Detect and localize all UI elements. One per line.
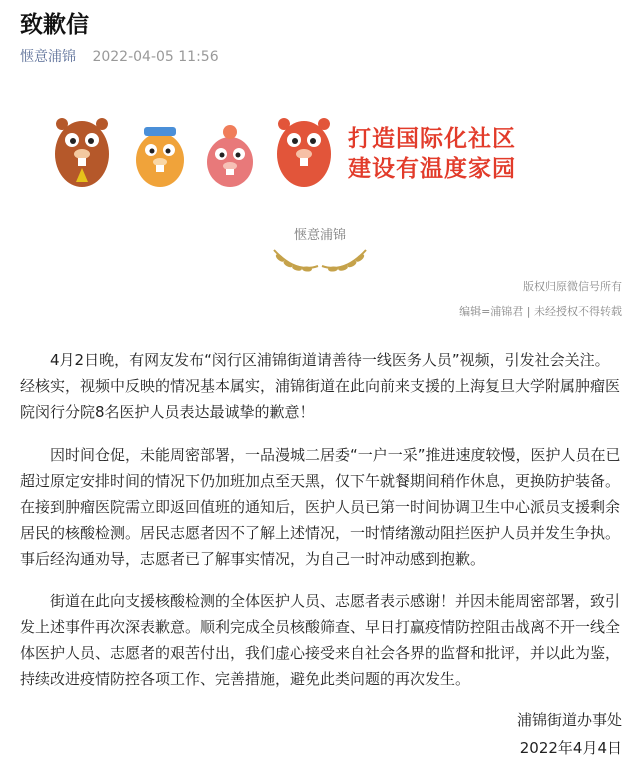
body-paragraph-2: 因时间仓促，未能周密部署，一品漫城二居委“一户一采”推进速度较慢，医护人员在已超过原定安排时间的情况下仍加班加点至天黑，仅下午就餐期间稍作休息，更换防护装备。在接到肿瘤医院需立即返回值班的通知后，医护人员已第一时间协调卫生中心派员支援剩余居民的核酸检测。居民志愿者因不了解上述情况，一时情绪激动阻拦医护人员并发生争执。事后经沟通劝导，志愿者已了解事实情况，为自己一时冲动感到抱歉。 [20,446,621,568]
beaver-mascot-4 [277,118,331,187]
publish-datetime: 2022-04-05 11:56 [92,49,219,65]
signing-date: 2022年4月4日 [519,739,622,757]
article-meta [20,46,219,66]
beaver-mascots-illustration [20,94,340,198]
article-title: 致歉信 [20,12,89,38]
article-banner [20,94,534,198]
body-paragraph-1: 4月2日晚，有网友发布“闵行区浦锦街道请善待一线医务人员”视频，引发社会关注。经核实，视频中反映的情况基本属实，浦锦街道在此向前来支援的上海复旦大学附属肿瘤医院闵行分院8名医护人员表达最诚挚的歉意！ [20,351,621,421]
account-name-link[interactable]: 惬意浦锦 [20,49,76,65]
copyright-notice: 版权归原微信号所有 [523,280,622,293]
banner-slogan-line1: 打造国际化社区 [348,126,516,152]
editor-notice: 编辑=浦锦君 | 未经授权不得转载 [459,305,622,318]
laurel-icon [266,240,374,276]
signing-organization: 浦锦街道办事处 [516,711,622,729]
banner-slogan-line2: 建设有温度家园 [348,156,516,182]
body-paragraph-3: 街道在此向支援核酸检测的全体医护人员、志愿者表示感谢！并因未能周密部署，致引发上述事件再次深表歉意。顺利完成全员核酸筛查、早日打赢疫情防控阻击战离不开一线全体医护人员、志愿者的艰苦付出，我们虚心接受来自社会各界的监督和批评，并以此为鉴，持续改进疫情防控各项工作、完善措施，避免此类问题的再次发生。 [20,592,621,688]
beaver-mascot-3 [207,125,253,187]
signature-name: 惬意浦锦 [293,228,346,243]
beaver-mascot-1 [55,118,109,187]
beaver-mascot-2 [136,127,184,187]
